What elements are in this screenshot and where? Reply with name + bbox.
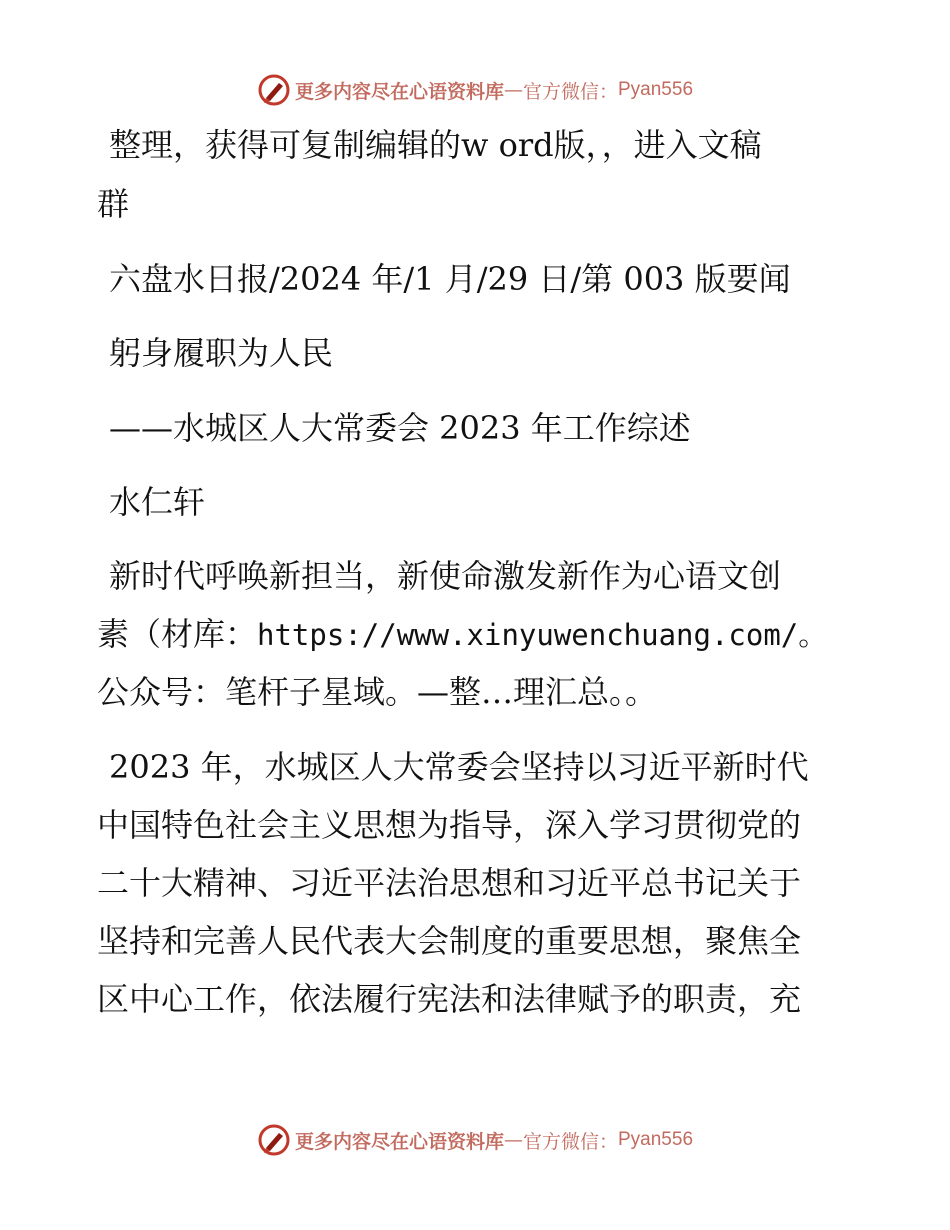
banner-wechat-id: Pyan556 bbox=[618, 1129, 694, 1150]
paragraph-line: 二十大精神、习近平法治思想和习近平总书记关于 bbox=[97, 864, 802, 902]
banner-wechat-label: 官方微信： bbox=[522, 80, 618, 103]
pen-logo-icon bbox=[257, 1123, 291, 1157]
paragraph-line: 新时代呼唤新担当，新使命激发新作为心语文创 bbox=[109, 557, 782, 595]
source-line: 六盘水日报/2024 年/1 月/29 日/第 003 版要闻 bbox=[109, 260, 791, 298]
paragraph-line bbox=[97, 614, 827, 655]
pen-logo-icon bbox=[257, 73, 291, 107]
footer-banner bbox=[0, 1120, 950, 1160]
intro-line: 整理，获得可复制编辑的w ord版，，进入文稿 bbox=[109, 126, 762, 164]
banner-wechat-label: 官方微信： bbox=[522, 1130, 618, 1153]
intro-line: 群 bbox=[97, 185, 130, 223]
paragraph-line: 坚持和完善人民代表大会制度的重要思想，聚焦全 bbox=[97, 922, 802, 960]
paragraph-line: 公众号：笔杆子星域。—整…理汇总。。 bbox=[97, 673, 658, 711]
banner-brand: 更多内容尽在心语资料库 bbox=[294, 1130, 504, 1153]
website-url: https://www.xinyuwenchuang.com/。 bbox=[257, 618, 828, 652]
header-banner bbox=[0, 70, 950, 110]
article-title: 躬身履职为人民 bbox=[109, 334, 334, 372]
banner-brand: 更多内容尽在心语资料库 bbox=[294, 80, 504, 103]
banner-dash: — bbox=[503, 79, 523, 101]
paragraph-line: 2023 年，水城区人大常委会坚持以习近平新时代 bbox=[109, 748, 809, 786]
article-subtitle: ——水城区人大常委会 2023 年工作综述 bbox=[109, 409, 691, 447]
banner-dash: — bbox=[503, 1129, 523, 1151]
author-line: 水仁轩 bbox=[109, 483, 206, 521]
paragraph-line: 区中心工作，依法履行宪法和法律赋予的职责，充 bbox=[97, 980, 802, 1018]
banner-wechat-id: Pyan556 bbox=[618, 79, 694, 100]
paragraph-text: 素（材库： bbox=[97, 615, 258, 653]
paragraph-line: 中国特色社会主义思想为指导，深入学习贯彻党的 bbox=[97, 806, 802, 844]
